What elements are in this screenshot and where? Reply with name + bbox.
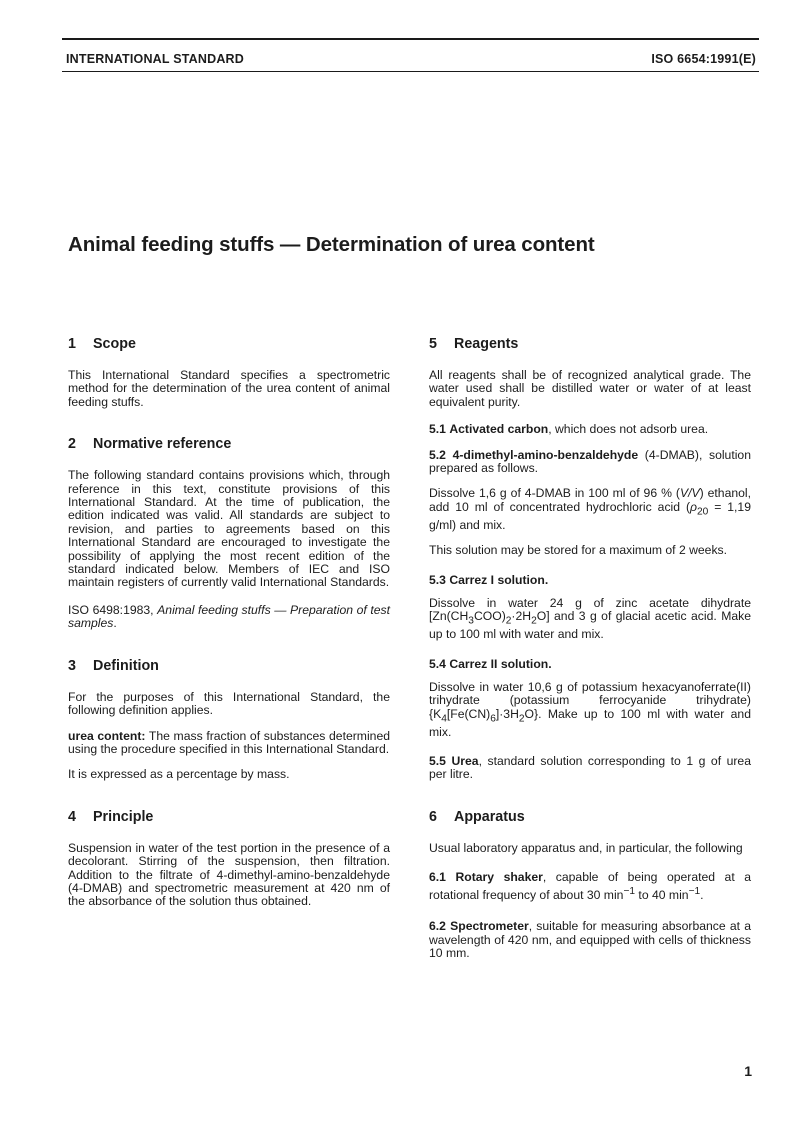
text-run: = 1,19 g/ml) and mix. (429, 499, 751, 532)
section-number: 6 (429, 808, 437, 825)
text-run: to 40 min (635, 887, 689, 902)
paragraph (429, 681, 751, 739)
subclause-spectrometer (429, 920, 751, 960)
paragraph: Usual laboratory apparatus and, in particular, the following (429, 840, 743, 855)
text-run: [Fe(CN) (446, 706, 491, 721)
text-run: ·2H (511, 609, 532, 624)
reference-entry (68, 604, 390, 631)
subclause-title: Activated carbon (449, 422, 549, 437)
subclause-title: Urea (451, 754, 479, 769)
section-title: Apparatus (454, 808, 525, 825)
definition (68, 730, 390, 757)
superscript: −1 (688, 885, 701, 897)
text-run: ]·3H (495, 706, 519, 721)
section-title: Reagents (454, 336, 519, 352)
subclause-text: , standard solution corresponding to 1 g of urea per litre. (429, 754, 751, 782)
paragraph (429, 487, 751, 532)
definition-term: urea content: (68, 728, 146, 743)
page-number: 1 (744, 1063, 752, 1079)
section-reagents (429, 335, 751, 782)
subclause-end: . (544, 572, 549, 587)
subscript: 2 (531, 615, 537, 627)
subclause-number: 5.1 (429, 422, 446, 437)
subclause-urea (429, 755, 751, 782)
section-number: 4 (68, 808, 76, 825)
section-number: 1 (68, 336, 76, 352)
subclause-carrez-2 (429, 658, 751, 671)
subscript: 2 (505, 615, 512, 627)
section-scope (68, 335, 390, 409)
subscript: 20 (697, 506, 709, 518)
section-title: Normative reference (93, 436, 232, 453)
section-heading (68, 808, 390, 826)
right-column (429, 335, 751, 986)
paragraph: For the purposes of this International Standard, the following definition applies. (68, 689, 390, 718)
section-heading (429, 335, 751, 353)
paragraph: It is expressed as a percentage by mass. (68, 767, 290, 782)
paragraph: Suspension in water of the test portion in the presence of a decolorant. Stirring of the suspension, then filtration. Addition to the filtrate of 4-dimethyl-amino-benzaldehyde (4-DMAB) and spectrometric measurement at 420 nm of the absorbance of the solution thus obtained. (68, 840, 390, 909)
subclause-text: (4-DMAB), solution prepared as follows. (429, 447, 751, 476)
section-title: Definition (93, 657, 159, 674)
text-run: Dissolve in water 10,6 g of potassium hexacyanoferrate(II) trihydrate (potassium ferrocyanide trihydrate) {K (429, 679, 751, 721)
subclause-4dmab (429, 449, 751, 476)
rho-symbol: ρ (690, 499, 697, 514)
reference-number: ISO 6498:1983, (68, 602, 154, 617)
text-run: Dissolve 1,6 g of 4-DMAB in 100 ml of 96 % ( (429, 486, 680, 501)
subscript: 2 (518, 713, 525, 725)
section-heading (68, 435, 390, 453)
text-run: , capable of being operated at a rotational frequency of about 30 min (429, 870, 752, 902)
section-number: 2 (68, 436, 76, 453)
text-run: O}. Make up to 100 ml with water and mix. (429, 706, 751, 739)
subclause-title: 4-dimethyl-amino-benzaldehyde (452, 447, 639, 462)
paragraph: This International Standard specifies a spectrometric method for the determination of the urea content of animal feeding stuffs. (68, 368, 390, 409)
subclause-number: 6.2 (429, 919, 446, 934)
subclause-rotary-shaker (429, 871, 751, 902)
section-number: 3 (68, 657, 76, 674)
section-title: Scope (93, 336, 136, 352)
paragraph: All reagents shall be of recognized analytical grade. The water used shall be distilled water or water of at least equivalent purity. (429, 368, 751, 409)
text-run: Dissolve in water 24 g of zinc acetate dihydrate [Zn(CH (429, 595, 751, 624)
subclause-end: . (548, 656, 552, 671)
top-rule (62, 38, 759, 40)
header-rule (62, 71, 759, 72)
subclause-text: , which does not adsorb urea. (548, 422, 709, 437)
reference-end: . (113, 616, 117, 631)
paragraph (429, 597, 751, 642)
text-run: . (700, 887, 704, 902)
section-title: Principle (93, 808, 154, 825)
subclause-title: Carrez I solution (449, 572, 545, 587)
definition-text: The mass fraction of substances determined using the procedure specified in this International Standard. (68, 728, 391, 756)
header-right: ISO 6654:1991(E) (651, 52, 756, 66)
section-normative-reference (68, 435, 390, 630)
subscript: 6 (490, 713, 496, 725)
superscript: −1 (623, 885, 636, 897)
subclause-title: Spectrometer (450, 919, 529, 934)
subclause-number: 5.2 (429, 447, 446, 462)
paragraph: This solution may be stored for a maximum of 2 weeks. (429, 543, 728, 558)
left-column (68, 335, 390, 935)
section-apparatus (429, 808, 751, 961)
subclause-number: 5.3 (429, 572, 446, 587)
text-run: V/V (679, 486, 700, 501)
reference-title: Animal feeding stuffs — Preparation of test samples (68, 602, 390, 631)
section-heading (68, 335, 390, 353)
subscript: 4 (441, 713, 447, 725)
section-heading (68, 657, 390, 675)
subclause-number: 6.1 (429, 870, 446, 885)
subclause-number: 5.5 (429, 754, 446, 769)
subclause-title: Rotary shaker (455, 870, 543, 885)
subclause-text: , suitable for measuring absorbance at a wavelength of 420 nm, and equipped with cells of thickness 10 mm. (429, 919, 751, 960)
document-title: Animal feeding stuffs — Determination of urea content (68, 233, 595, 256)
paragraph: The following standard contains provisions which, through reference in this text, constitute provisions of this International Standard. At the time of publication, the edition indicated was valid. All standards are subject to revision, and parties to agreements based on this International Standard are encouraged to investigate the possibility of applying the most recent edition of the standard indicated below. Members of IEC and ISO maintain registers of currently valid International Standards. (68, 468, 390, 590)
section-heading (429, 808, 751, 826)
subclause-number: 5.4 (429, 656, 446, 671)
section-definition (68, 657, 390, 782)
subclause-carrez-1 (429, 574, 751, 587)
text-run: ) ethanol, add 10 ml of concentrated hydrochloric acid ( (429, 486, 751, 514)
section-principle (68, 808, 390, 909)
section-number: 5 (429, 336, 437, 352)
subscript: 3 (468, 615, 474, 627)
header-left: INTERNATIONAL STANDARD (66, 52, 245, 66)
subclause-title: Carrez II solution (449, 656, 549, 671)
text-run: COO) (473, 609, 506, 624)
subclause-activated-carbon (429, 423, 751, 436)
text-run: O] and 3 g of glacial acetic acid. Make up to 100 ml with water and mix. (429, 609, 751, 642)
